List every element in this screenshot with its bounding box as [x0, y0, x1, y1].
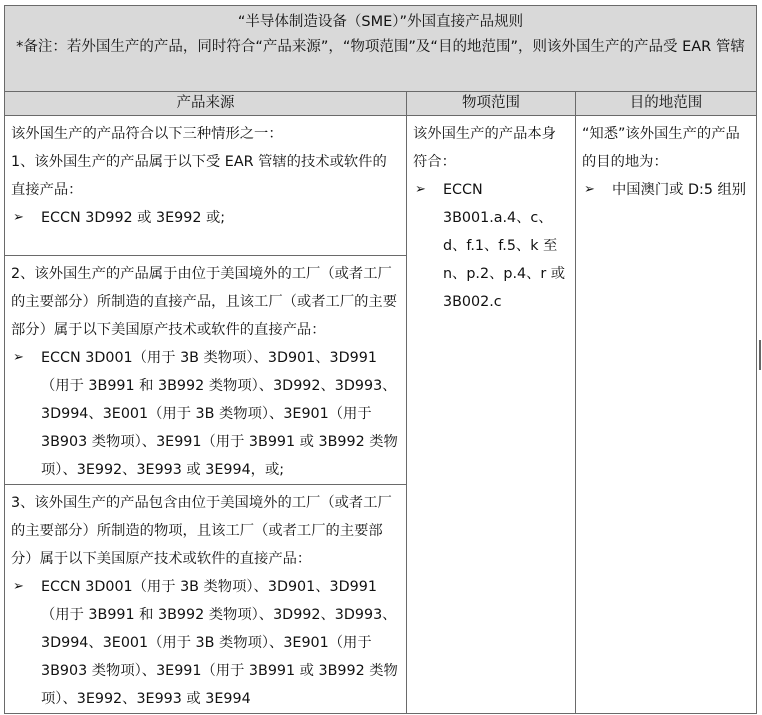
source-item-3: 3、该外国生产的产品包含由位于美国境外的工厂（或者工厂的主要部分）所制造的物项，且该工厂（或者工厂的主要部分）属于以下美国原产技术或软件的直接产品：	[11, 495, 392, 567]
source-block-3	[5, 485, 407, 714]
bullet-arrow-icon: ➢	[13, 350, 24, 365]
source-intro: 该外国生产的产品符合以下三种情形之一：	[11, 126, 283, 142]
column-header-destination: 目的地范围	[576, 92, 757, 116]
table-note: *备注：若外国生产的产品，同时符合“产品来源”，“物项范围”及“目的地范围”，则该外国生产的产品受 EAR 管辖	[16, 39, 745, 55]
source-item-1: 1、该外国生产的产品属于以下受 EAR 管辖的技术或软件的直接产品：	[11, 154, 387, 198]
bullet-text: ECCN 3D992 或 3E992 或;	[41, 210, 226, 226]
source-item-1-bullet	[11, 204, 400, 232]
scope-bullet	[413, 176, 569, 316]
table-header	[5, 6, 757, 92]
destination-bullet	[582, 176, 750, 204]
column-header-source: 产品来源	[5, 92, 407, 116]
source-block-1	[5, 116, 407, 256]
column-header-scope: 物项范围	[407, 92, 576, 116]
bullet-arrow-icon: ➢	[13, 579, 24, 594]
bullet-text: ECCN 3D001（用于 3B 类物项）、3D901、3D991（用于 3B991 和 3B992 类物项）、3D992、3D993、3D994、3E001（用于 3B 类物项）、3E901（用于 3B903 类物项）、3E991（用于 3B991 或 3B992 类物项）、3E992、3E993 或 3E994，或;	[41, 350, 398, 478]
table-title: “半导体制造设备（SME）”外国直接产品规则	[237, 14, 524, 30]
source-item-3-bullet	[11, 573, 400, 713]
scope-intro: 该外国生产的产品本身符合：	[413, 126, 556, 170]
destination-intro: “知悉”该外国生产的产品的目的地为：	[582, 126, 740, 170]
source-block-2	[5, 256, 407, 485]
bullet-text: ECCN 3B001.a.4、c、d、f.1、f.5、k 至 n、p.2、p.4、r 或 3B002.c	[443, 182, 566, 310]
scope-cell	[407, 116, 576, 714]
sme-fdp-rule-table	[4, 5, 757, 714]
source-item-2: 2、该外国生产的产品属于由位于美国境外的工厂（或者工厂的主要部分）所制造的直接产品，且该工厂（或者工厂的主要部分）属于以下美国原产技术或软件的直接产品：	[11, 266, 398, 338]
bullet-arrow-icon: ➢	[415, 182, 426, 197]
bullet-text: ECCN 3D001（用于 3B 类物项）、3D901、3D991（用于 3B991 和 3B992 类物项）、3D992、3D993、3D994、3E001（用于 3B 类物项）、3E901（用于 3B903 类物项）、3E991（用于 3B991 或 3B992 类物项）、3E992、3E993 或 3E994	[41, 579, 398, 707]
page-edge-mark	[759, 340, 761, 370]
bullet-arrow-icon: ➢	[584, 182, 595, 197]
bullet-text: 中国澳门或 D:5 组别	[612, 182, 747, 198]
source-item-2-bullet	[11, 344, 400, 484]
destination-cell	[576, 116, 757, 714]
bullet-arrow-icon: ➢	[13, 210, 24, 225]
